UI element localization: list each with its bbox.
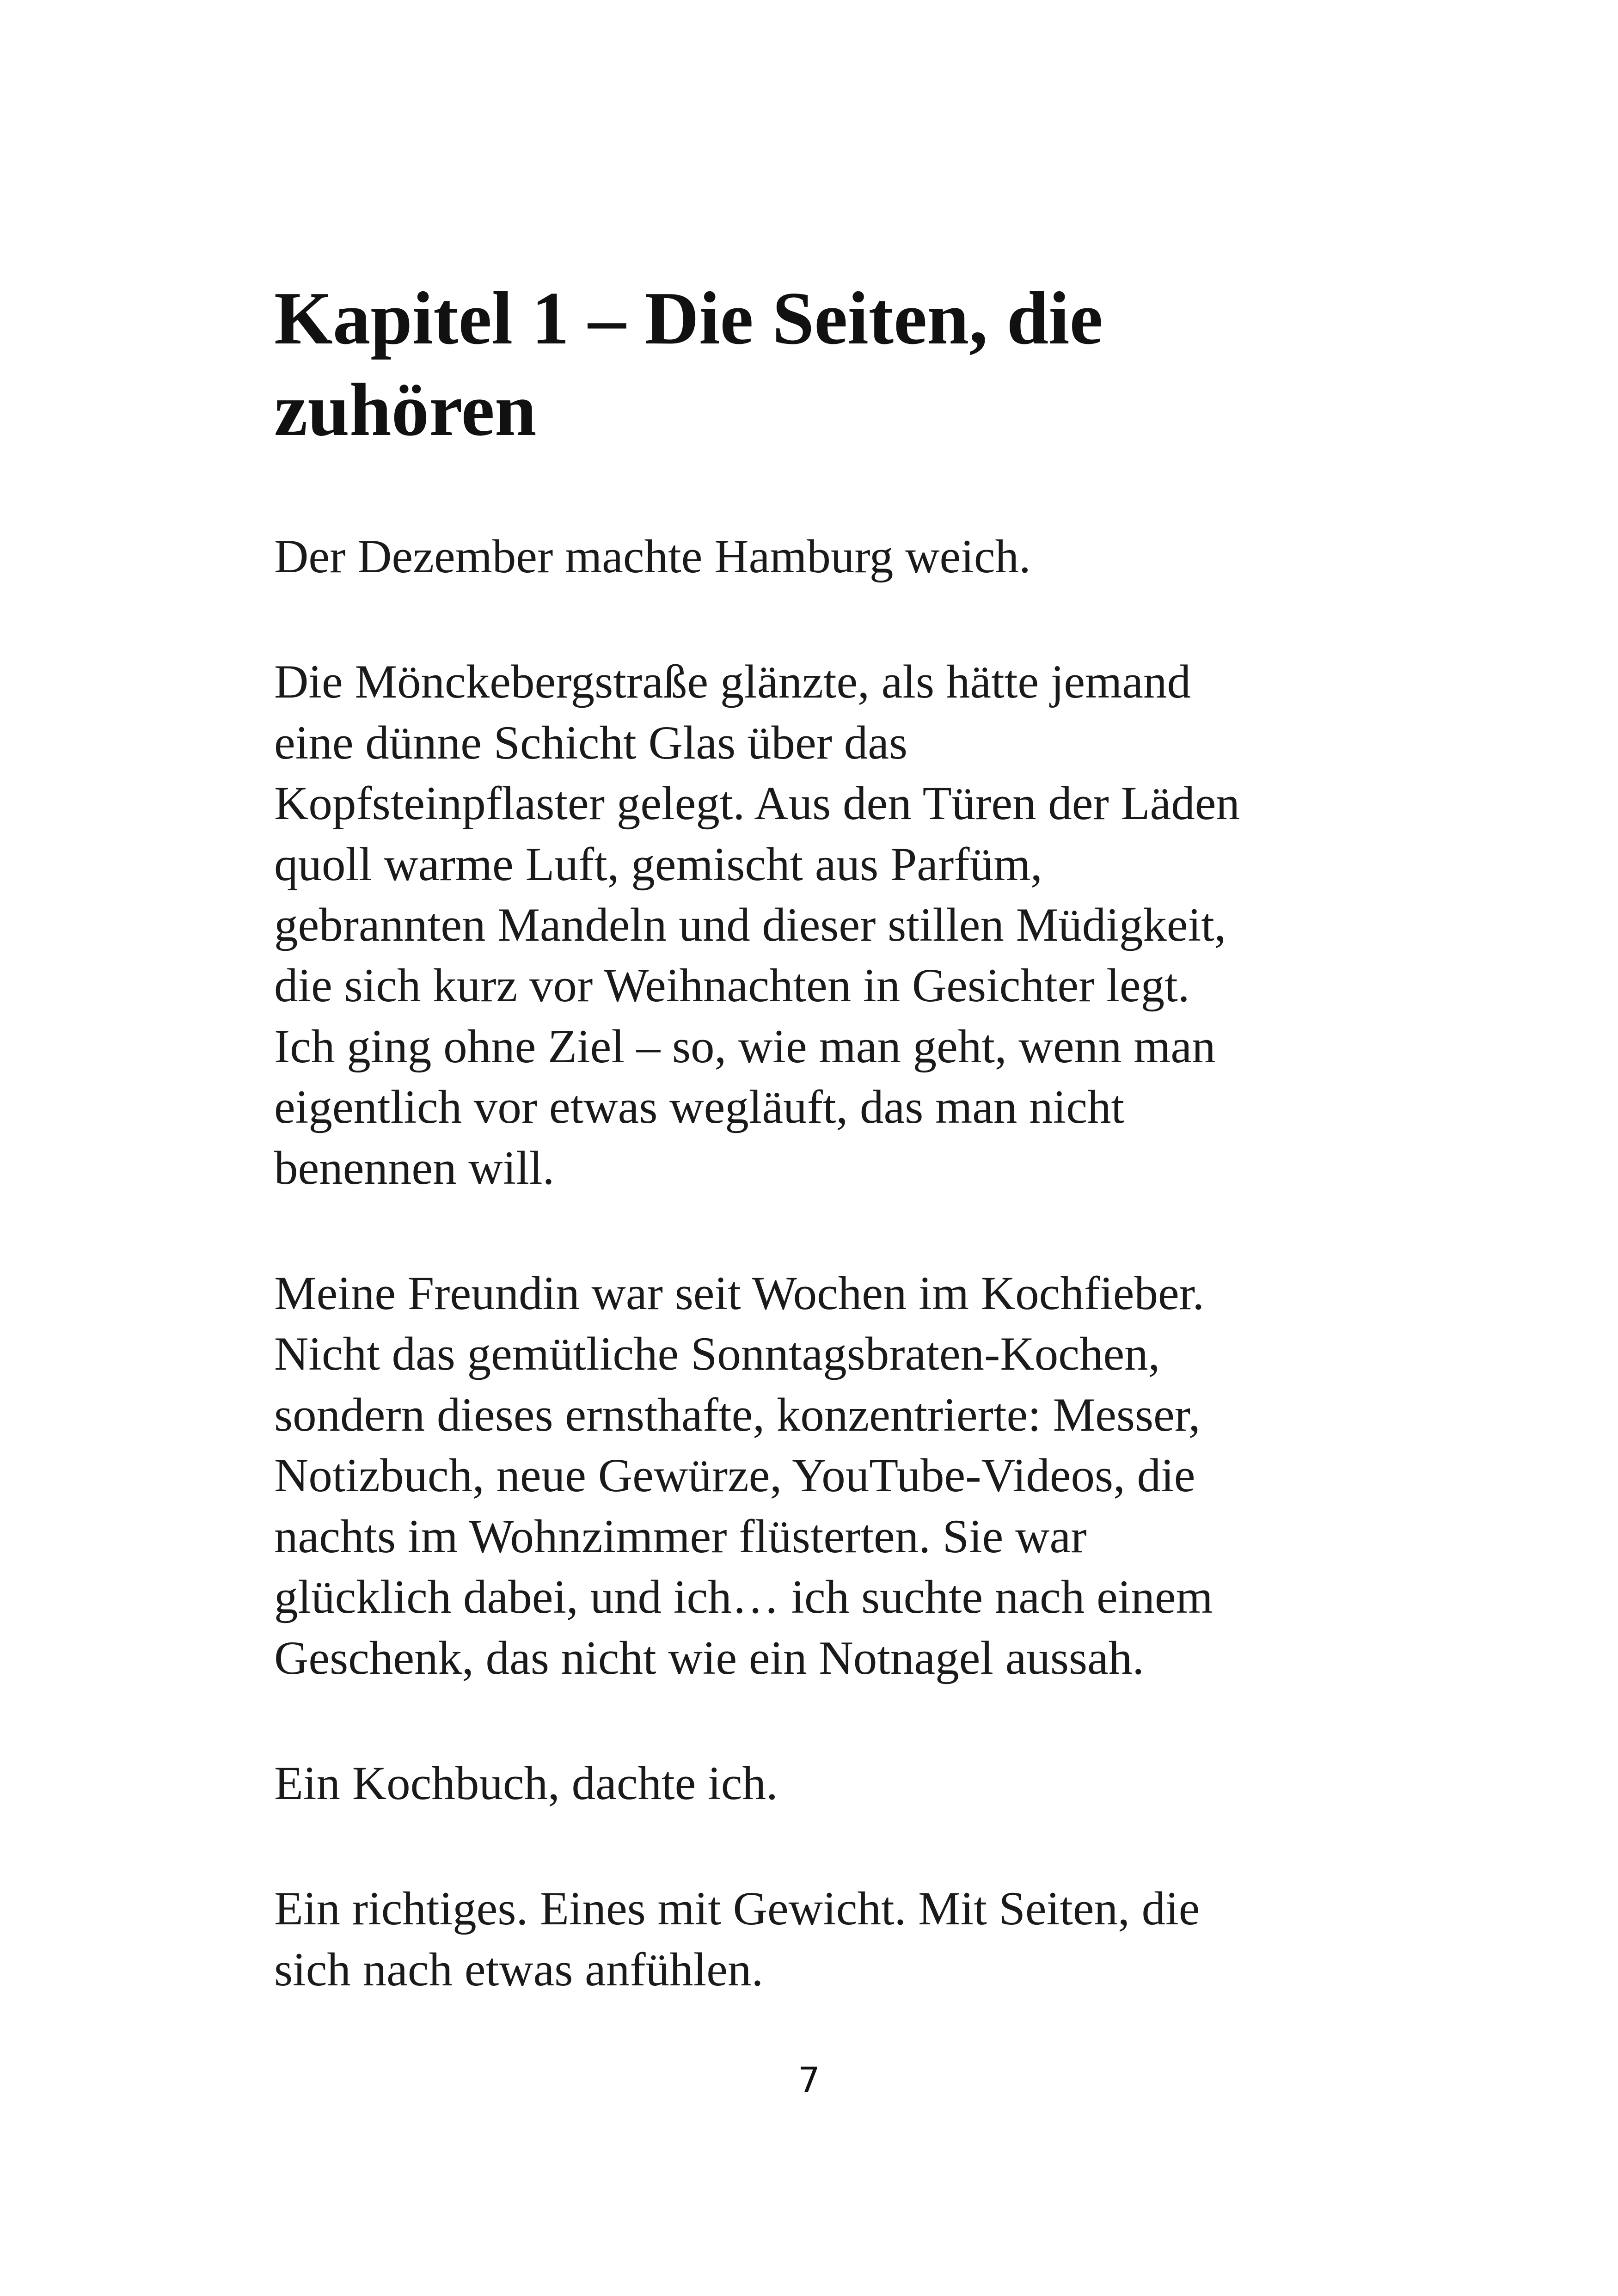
page-number: 7 (797, 2059, 821, 2100)
text-line: Ich ging ohne Ziel – so, wie man geht, wenn man (274, 1020, 1216, 1073)
chapter-title-line: Kapitel 1 – Die Seiten, die (274, 277, 1103, 360)
text-line: sondern dieses ernsthafte, konzentrierte: Messer, (274, 1388, 1201, 1441)
text-line: quoll warme Luft, gemischt aus Parfüm, (274, 838, 1042, 891)
paragraph (274, 1879, 1365, 2000)
text-line: gebrannten Mandeln und dieser stillen Müdigkeit, (274, 899, 1226, 952)
text-line: eine dünne Schicht Glas über das (274, 716, 908, 769)
paragraph (274, 652, 1365, 1199)
paragraph (274, 1753, 1365, 1814)
paragraph (274, 1263, 1365, 1689)
text-line: Ein richtiges. Eines mit Gewicht. Mit Seiten, die (274, 1882, 1200, 1935)
page-content (274, 273, 1365, 2065)
paragraph (274, 527, 1365, 587)
text-line: Ein Kochbuch, dachte ich. (274, 1757, 778, 1810)
chapter-title (274, 273, 1365, 456)
text-line: nachts im Wohnzimmer flüsterten. Sie war (274, 1510, 1087, 1563)
text-line: sich nach etwas anfühlen. (274, 1943, 764, 1996)
text-line: Kopfsteinpflaster gelegt. Aus den Türen der Läden (274, 777, 1240, 830)
text-line: glücklich dabei, und ich… ich suchte nach einem (274, 1571, 1213, 1624)
text-line: die sich kurz vor Weihnachten in Gesichter legt. (274, 959, 1190, 1012)
text-line: Notizbuch, neue Gewürze, YouTube-Videos, die (274, 1449, 1195, 1502)
text-line: benennen will. (274, 1141, 555, 1194)
text-line: Geschenk, das nicht wie ein Notnagel aussah. (274, 1631, 1145, 1684)
text-line: eigentlich vor etwas wegläuft, das man nicht (274, 1081, 1125, 1134)
text-line: Nicht das gemütliche Sonntagsbraten-Kochen, (274, 1328, 1160, 1381)
chapter-title-line: zuhören (274, 368, 537, 452)
text-line: Meine Freundin war seit Wochen im Kochfieber. (274, 1267, 1205, 1320)
text-line: Der Dezember machte Hamburg weich. (274, 530, 1031, 583)
text-line: Die Mönckebergstraße glänzte, als hätte jemand (274, 655, 1191, 709)
